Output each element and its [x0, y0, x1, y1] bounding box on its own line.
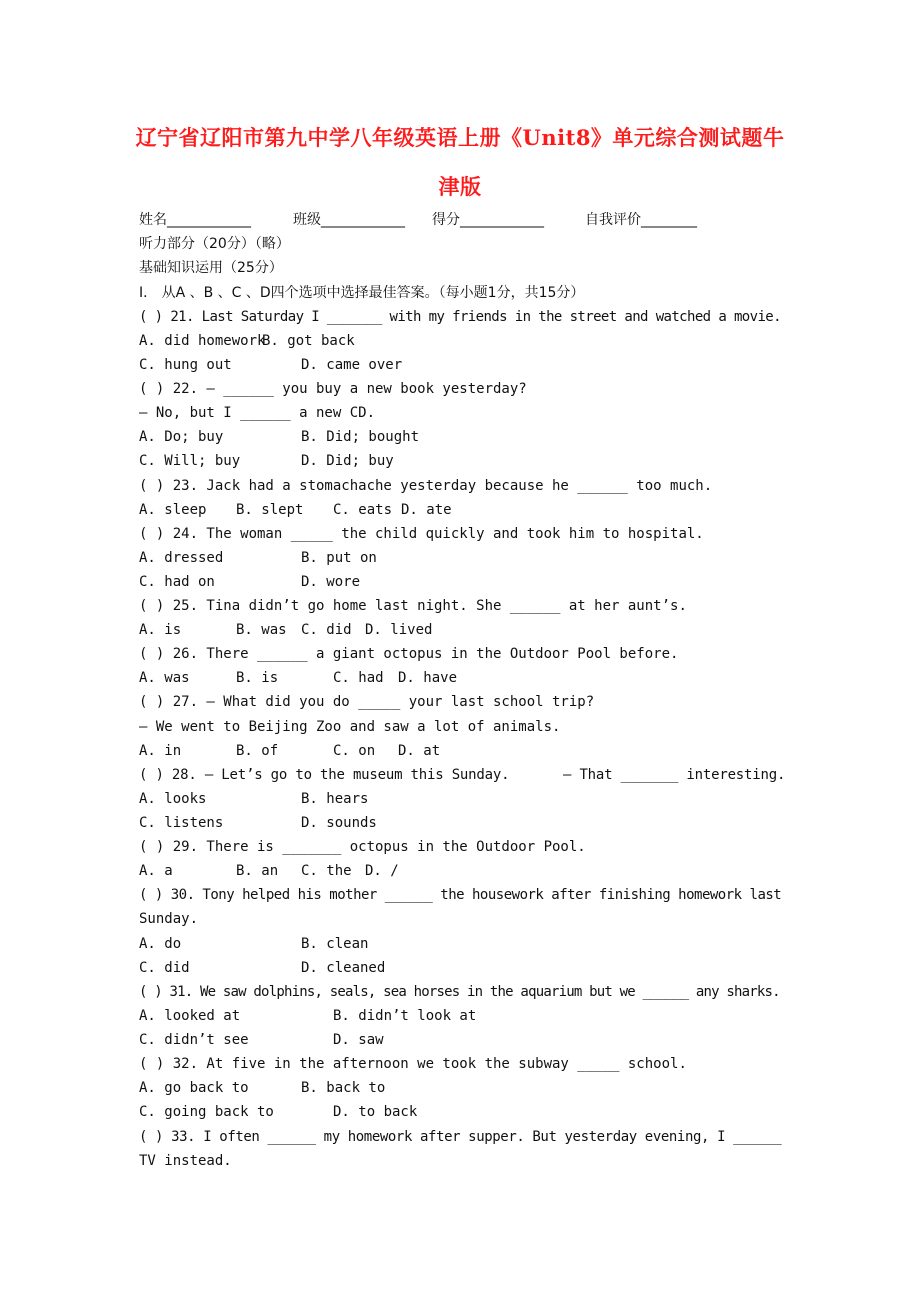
- document-title-line-2: 津版: [438, 174, 482, 199]
- q30-option-b: B. clean: [301, 936, 369, 952]
- question-21-stem-text: ( ) 21. Last Saturday I _______ with my friends in the street and watched a movie.: [139, 309, 781, 325]
- q30-option-a: A. do: [139, 936, 182, 952]
- question-21-options-row2: [139, 353, 784, 377]
- question-33-stem: ( ) 33. I often ______ my homework after supper. But yesterday evening, I ______: [139, 1129, 782, 1145]
- q24-option-b: B. put on: [301, 550, 377, 566]
- question-22-stem: ( ) 22. — ______ you buy a new book yesterday?: [139, 381, 527, 397]
- q21-option-b: B. got back: [262, 333, 355, 349]
- question-25-stem: ( ) 25. Tina didn’t go home last night. She ______ at her aunt’s.: [139, 598, 687, 614]
- q29-option-a: A. a: [139, 863, 173, 879]
- question-28-stem: [139, 763, 784, 787]
- q24-option-d: D. wore: [301, 574, 361, 590]
- question-31-stem: ( ) 31. We saw dolphins, seals, sea horses in the aquarium but we ______ any sharks.: [139, 984, 780, 1000]
- listening-section-heading: 听力部分（20分）（略）: [139, 236, 290, 252]
- question-26-stem: ( ) 26. There ______ a giant octopus in the Outdoor Pool before.: [139, 646, 679, 662]
- q28-option-d: D. sounds: [301, 815, 377, 831]
- question-31-options-row1: [139, 1004, 784, 1028]
- q29-option-d: D. /: [365, 863, 399, 879]
- q22-option-b: B. Did; bought: [301, 429, 420, 445]
- question-29-stem: ( ) 29. There is _______ octopus in the Outdoor Pool.: [139, 839, 586, 855]
- question-33-stem-2: TV instead.: [139, 1153, 232, 1169]
- question-30-options-row2: [139, 956, 784, 980]
- q23-option-c: C. eats: [333, 502, 393, 518]
- question-24-options-row1: [139, 546, 784, 570]
- q23-option-a: A. sleep: [139, 502, 207, 518]
- question-23-options: [139, 498, 784, 522]
- q31-option-b: B. didn’t look at: [333, 1008, 477, 1024]
- question-30-stem: ( ) 30. Tony helped his mother ______ the housework after finishing homework last: [139, 887, 782, 903]
- question-27-stem: ( ) 27. — What did you do _____ your last school trip?: [139, 694, 595, 710]
- question-27-options: [139, 739, 784, 763]
- q21-option-d: D. came over: [301, 357, 403, 373]
- name-field: 姓名____________: [139, 212, 251, 228]
- question-22-stem-2: — No, but I ______ a new CD.: [139, 405, 376, 421]
- question-28-options-row1: [139, 787, 784, 811]
- q28-stem-part-a: ( ) 28. — Let’s go to the museum this Sunday.: [139, 767, 510, 783]
- q32-option-a: A. go back to: [139, 1080, 249, 1096]
- q30-option-d: D. cleaned: [301, 960, 386, 976]
- score-field: 得分____________: [432, 212, 544, 228]
- question-29-options: [139, 859, 784, 883]
- q28-option-c: C. listens: [139, 815, 224, 831]
- q27-option-d: D. at: [398, 743, 441, 759]
- q22-option-a: A. Do; buy: [139, 429, 224, 445]
- q27-option-b: B. of: [236, 743, 279, 759]
- q23-option-d: D. ate: [401, 502, 452, 518]
- q25-option-a: A. is: [139, 622, 182, 638]
- q27-option-a: A. in: [139, 743, 182, 759]
- question-30-stem-2: Sunday.: [139, 911, 199, 927]
- question-24-options-row2: [139, 570, 784, 594]
- question-21-options-row1: [139, 329, 784, 353]
- document-title-line-1: 辽宁省辽阳市第九中学八年级英语上册《Unit8》单元综合测试题牛: [135, 125, 785, 150]
- q26-option-c: C. had: [333, 670, 384, 686]
- q26-option-d: D. have: [398, 670, 458, 686]
- question-27-stem-2: — We went to Beijing Zoo and saw a lot of animals.: [139, 719, 561, 735]
- q22-option-c: C. Will; buy: [139, 453, 241, 469]
- question-26-options: [139, 666, 784, 690]
- question-24-stem: ( ) 24. The woman _____ the child quickly and took him to hospital.: [139, 526, 704, 542]
- q24-option-a: A. dressed: [139, 550, 224, 566]
- q31-option-d: D. saw: [333, 1032, 384, 1048]
- question-22-options-row1: [139, 425, 784, 449]
- question-25-options: [139, 618, 784, 642]
- q24-option-c: C. had on: [139, 574, 215, 590]
- basic-section-heading: 基础知识运用（25分）: [139, 260, 283, 276]
- q32-option-b: B. back to: [301, 1080, 386, 1096]
- q28-option-b: B. hears: [301, 791, 369, 807]
- question-32-options-row1: [139, 1076, 784, 1100]
- q29-option-c: C. the: [301, 863, 352, 879]
- q28-option-a: A. looks: [139, 791, 207, 807]
- q23-option-b: B. slept: [236, 502, 304, 518]
- q31-option-c: C. didn’t see: [139, 1032, 249, 1048]
- q28-stem-part-b: — That _______ interesting.: [563, 767, 786, 783]
- question-28-options-row2: [139, 811, 784, 835]
- q26-option-b: B. is: [236, 670, 279, 686]
- q32-option-c: C. going back to: [139, 1104, 274, 1120]
- q29-option-b: B. an: [236, 863, 279, 879]
- self-eval-field: 自我评价________: [585, 212, 697, 228]
- q30-option-c: C. did: [139, 960, 190, 976]
- q27-option-c: C. on: [333, 743, 376, 759]
- question-23-stem: ( ) 23. Jack had a stomachache yesterday because he ______ too much.: [139, 478, 713, 494]
- q25-option-d: D. lived: [365, 622, 433, 638]
- question-31-options-row2: [139, 1028, 784, 1052]
- question-32-stem: ( ) 32. At five in the afternoon we took the subway _____ school.: [139, 1056, 687, 1072]
- question-30-options-row1: [139, 932, 784, 956]
- question-22-options-row2: [139, 449, 784, 473]
- q25-option-b: B. was: [236, 622, 287, 638]
- question-32-options-row2: [139, 1100, 784, 1124]
- q31-option-a: A. looked at: [139, 1008, 241, 1024]
- q22-option-d: D. Did; buy: [301, 453, 394, 469]
- q32-option-d: D. to back: [333, 1104, 418, 1120]
- part1-instruction: Ⅰ． 从A 、B 、C 、D四个选项中选择最佳答案。（每小题1分，共15分）: [139, 285, 585, 301]
- q26-option-a: A. was: [139, 670, 190, 686]
- q21-option-a: A. did homework: [139, 333, 266, 349]
- q21-option-c: C. hung out: [139, 357, 232, 373]
- q25-option-c: C. did: [301, 622, 352, 638]
- header-fields: [139, 208, 784, 232]
- question-21-stem: [139, 305, 784, 329]
- class-field: 班级____________: [293, 212, 405, 228]
